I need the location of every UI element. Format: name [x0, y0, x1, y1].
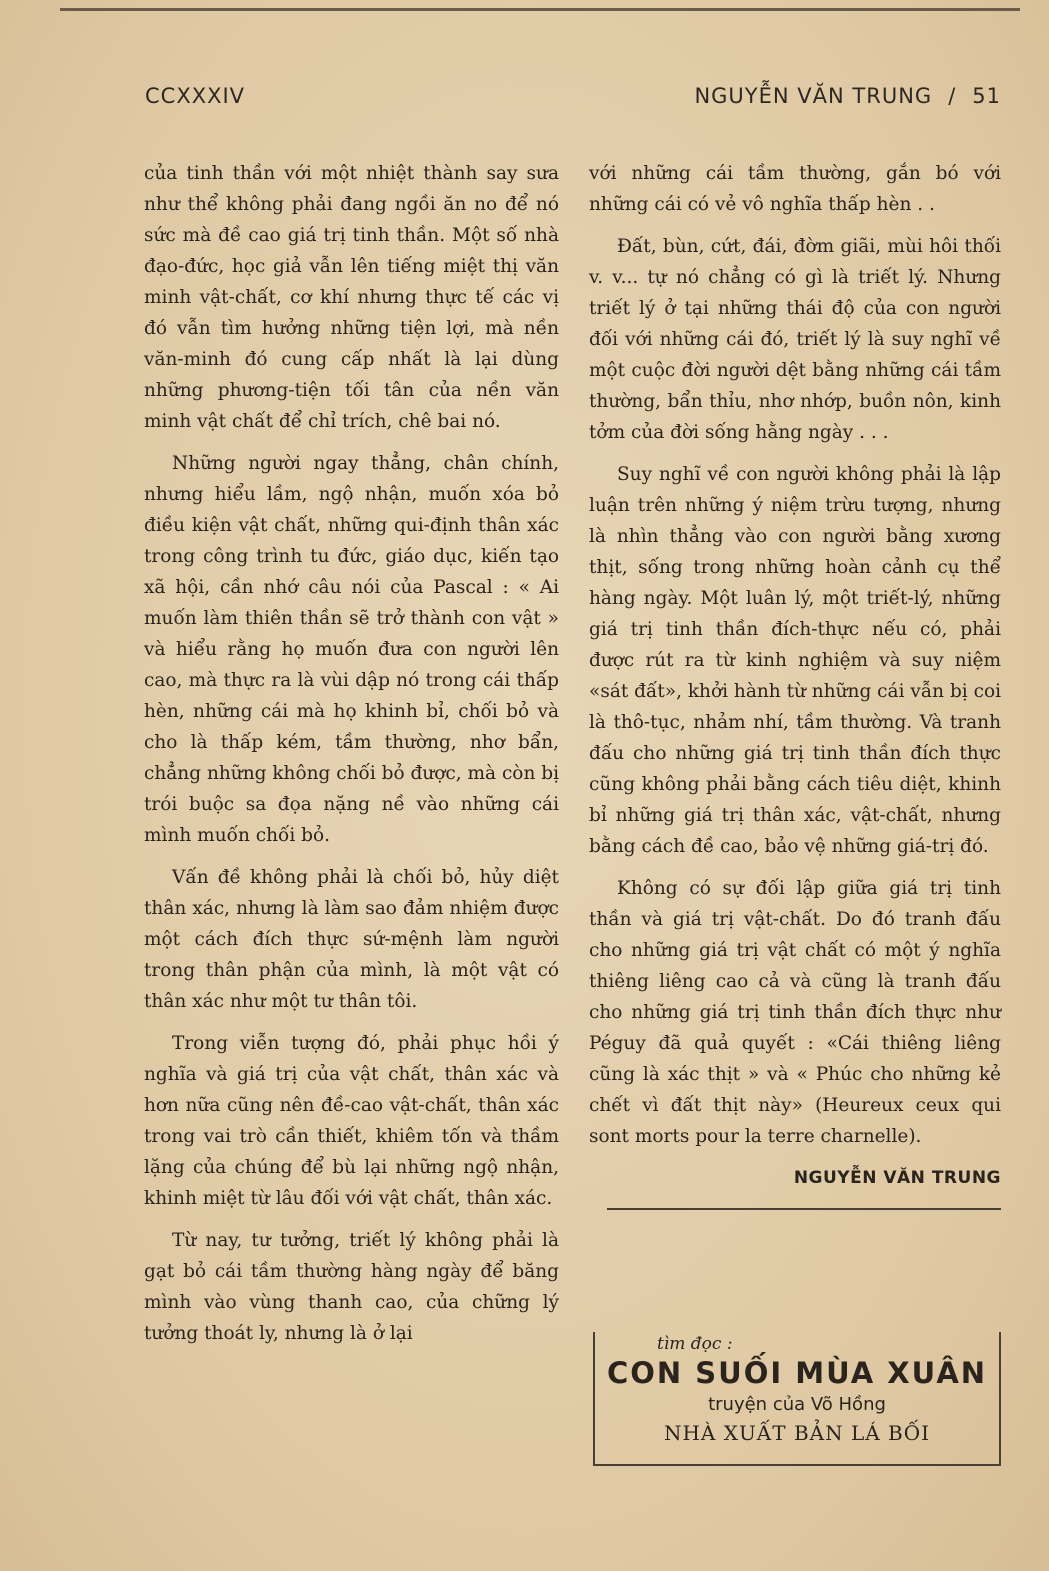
advert-title: CON SUỐI MÙA XUÂN — [606, 1356, 988, 1390]
right-column — [589, 158, 1001, 1210]
paragraph: Không có sự đối lập giữa giá trị tinh thần và giá trị vật-chất. Do đó tranh đấu cho những giá trị vật chất có một ý nghĩa thiêng liêng cao cả và cũng là tranh đấu cho những giá trị tinh thần đích thực như Péguy đã quả quyết : «Cái thiêng liêng cũng là xác thịt » và « Phúc cho những kẻ chết vì đất thịt này» (Heureux ceux qui sont morts pour la terre charnelle). — [589, 878, 1001, 1147]
paragraph: Từ nay, tư tưởng, triết lý không phải là gạt bỏ cái tầm thường hàng ngày để băng mình vào vùng thanh cao, của chững lý tưởng thoát ly, nhưng là ở lại — [144, 1230, 559, 1344]
advert-label: tìm đọc : — [657, 1334, 733, 1354]
top-rule — [60, 8, 1020, 11]
book-advert — [593, 1332, 1001, 1466]
issue-number: CCXXXIV — [145, 84, 246, 108]
paragraph: của tinh thần với một nhiệt thành say sưa như thể không phải đang ngồi ăn no để nó sức mà đề cao giá trị tinh thần. Một số nhà đạo-đức, học giả vẫn lên tiếng miệt thị văn minh vật-chất, cơ khí nhưng thực tế các vị đó vẫn tìm hưởng những tiện lợi, mà nền văn-minh đó cung cấp nhất là lại dùng những phương-tiện tối tân của nền văn minh vật chất để chỉ trích, chê bai nó. — [144, 163, 559, 432]
advert-subtitle: truyện của Võ Hồng — [708, 1394, 886, 1415]
paragraph: Đất, bùn, cứt, đái, đờm giãi, mùi hôi thối v. v... tự nó chẳng có gì là triết lý. Nhưng triết lý ở tại những thái độ của con người đối với những cái đó, triết lý là suy nghĩ về một cuộc đời người dệt bằng những cái tầm thường, bẩn thỉu, nhơ nhớp, buồn nôn, kinh tởm của đời sống hằng ngày . . . — [589, 236, 1001, 443]
left-column — [144, 158, 559, 1360]
advert-publisher: NHÀ XUẤT BẢN LÁ BỐI — [663, 1421, 931, 1445]
header-right — [694, 84, 1001, 108]
author-signature: NGUYỄN VĂN TRUNG — [793, 1168, 1001, 1188]
divider — [607, 1208, 1001, 1210]
running-header — [145, 84, 1001, 120]
header-author: NGUYỄN VĂN TRUNG — [694, 84, 933, 108]
page-number: 51 — [972, 84, 1001, 108]
paragraph: Những người ngay thẳng, chân chính, nhưng hiểu lầm, ngộ nhận, muốn xóa bỏ điều kiện vật chất, những qui-định thân xác trong công trình tu đức, giáo dục, kiến tạo xã hội, cần nhớ câu nói của Pascal : « Ai muốn làm thiên thần sẽ trở thành con vật » và hiểu rằng họ muốn đưa con người lên cao, mà thực ra là vùi dập nó trong cái thấp hèn, những cái mà họ khinh bỉ, chối bỏ và cho là thấp kém, tầm thường, nhơ bẩn, chẳng những không chối bỏ được, mà còn bị trói buộc sa đọa nặng nề vào những cái mình muốn chối bỏ. — [144, 453, 560, 846]
paragraph: Vấn đề không phải là chối bỏ, hủy diệt thân xác, nhưng là làm sao đảm nhiệm được một cách đích thực sứ-mệnh làm người trong thân phận của mình, là một vật có thân xác như một tư thân tôi. — [144, 867, 559, 1012]
paragraph: với những cái tầm thường, gắn bó với những cái có vẻ vô nghĩa thấp hèn . . — [589, 163, 1001, 215]
header-separator: / — [948, 84, 957, 108]
paragraph: Suy nghĩ về con người không phải là lập luận trên những ý niệm trừu tượng, nhưng là nhìn thẳng vào con người bằng xương thịt, sống trong những hoàn cảnh cụ thể hàng ngày. Một luân lý, một triết-lý, những giá trị tinh thần đích-thực nếu có, phải được rút ra từ kinh nghiệm và suy niệm «sát đất», khởi hành từ những cái vẫn bị coi là thô-tục, nhảm nhí, tầm thường. Và tranh đấu cho những giá trị tinh thần đích thực cũng không phải bằng cách tiêu diệt, khinh bỉ những giá trị thân xác, vật-chất, nhưng bằng cách đề cao, bảo vệ những giá-trị đó. — [589, 464, 1002, 857]
paragraph: Trong viễn tượng đó, phải phục hồi ý nghĩa và giá trị của vật chất, thân xác và hơn nữa cũng nên đề-cao vật-chất, thân xác trong vai trò cần thiết, khiêm tốn và thầm lặng của chúng để bù lại những ngộ nhận, khinh miệt từ lâu đối với vật chất, thân xác. — [144, 1033, 559, 1209]
